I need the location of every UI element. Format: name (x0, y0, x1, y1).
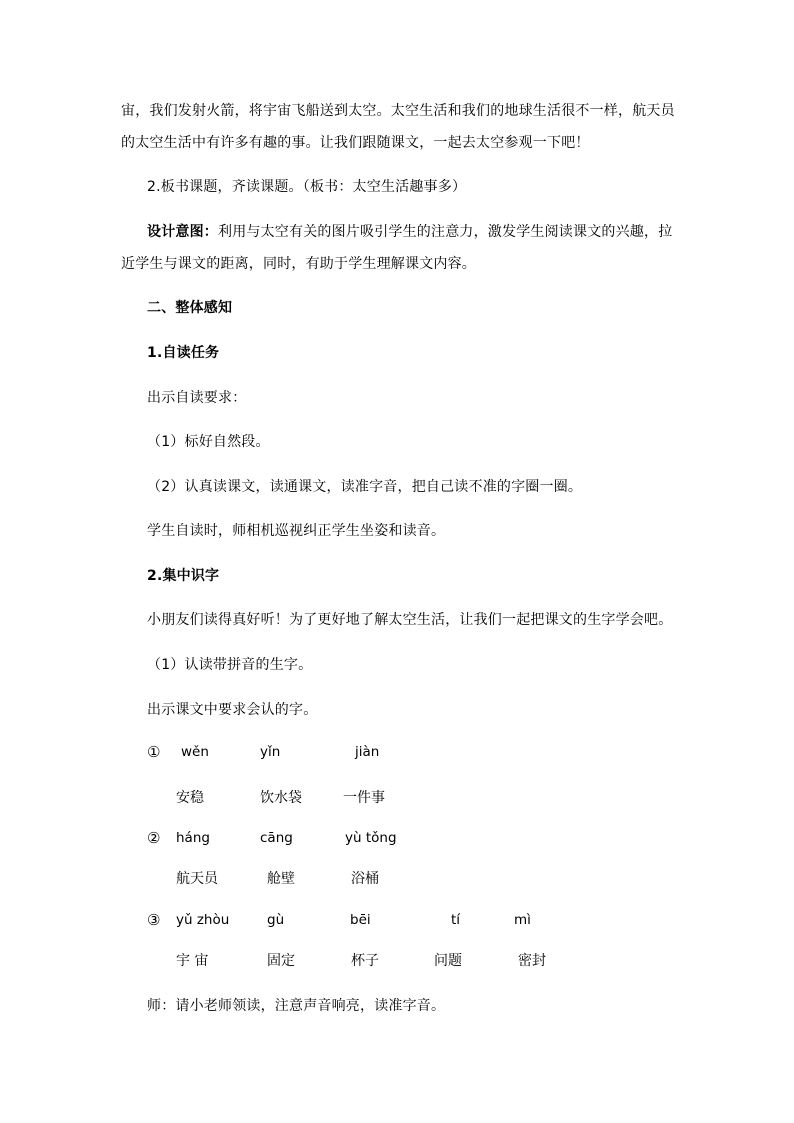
recognize-pinyin-instruction: （1）认读带拼音的生字。 (147, 657, 313, 673)
step-write-title: 2.板书课题，齐读课题。（板书：太空生活趣事多） (147, 179, 467, 195)
pinyin-item: jiàn (355, 744, 380, 760)
pinyin-item: cāng (260, 830, 293, 846)
teacher-instruction: 师：请小老师领读，注意声音响亮，读准字音。 (147, 998, 446, 1014)
group-marker: ① (147, 743, 161, 761)
paragraph-intro-line-1: 宙，我们发射火箭，将宇宙飞船送到太空。太空生活和我们的地球生活很不一样，航天员 (121, 103, 675, 119)
show-self-reading-requirements: 出示自读要求： (147, 390, 247, 406)
pinyin-item: yǐn (260, 744, 281, 760)
vocab-word: 舱壁 (267, 871, 295, 887)
student-reading-note: 学生自读时，师相机巡视纠正学生坐姿和读音。 (147, 523, 446, 539)
vocab-word: 问题 (434, 953, 462, 969)
pinyin-item: gù (267, 912, 285, 928)
pinyin-item: yù tǒng (345, 830, 397, 846)
vocab-word: 杯子 (351, 953, 379, 969)
paragraph-intro-line-2: 的太空生活中有许多有趣的事。让我们跟随课文，一起去太空参观一下吧！ (121, 135, 590, 151)
vocab-word: 饮水袋 (260, 790, 302, 806)
show-words-instruction: 出示课文中要求会认的字。 (147, 702, 318, 718)
vocab-word: 密封 (518, 953, 546, 969)
section-heading-overall-perception: 二、整体感知 (147, 300, 233, 316)
group-marker: ③ (147, 911, 161, 929)
subheading-self-reading-task: 1.自读任务 (147, 345, 220, 361)
subheading-focused-character-learning: 2.集中识字 (147, 568, 220, 584)
pinyin-item: tí (451, 912, 461, 928)
design-intent-line-1 (147, 222, 672, 242)
pinyin-item: yǔ zhòu (176, 912, 230, 928)
design-intent-label: 设计意图： (147, 224, 218, 240)
vocab-word: 航天员 (176, 871, 218, 887)
pinyin-item: háng (176, 830, 210, 846)
design-intent-line-2: 近学生与课文的距离，同时，有助于学生理解课文内容。 (121, 256, 476, 272)
vocab-word: 宇 宙 (176, 953, 209, 969)
design-intent-text: 利用与太空有关的图片吸引学生的注意力，激发学生阅读课文的兴趣，拉 (218, 224, 673, 240)
vocab-word: 安稳 (176, 790, 204, 806)
group-marker: ② (147, 829, 161, 847)
vocab-word: 固定 (267, 953, 295, 969)
vocab-word: 一件事 (343, 790, 385, 806)
praise-paragraph: 小朋友们读得真好听！为了更好地了解太空生活，让我们一起把课文的生字学会吧。 (147, 612, 673, 628)
pinyin-item: bēi (350, 912, 371, 928)
requirement-2: （2）认真读课文，读通课文，读准字音，把自己读不准的字圈一圈。 (147, 479, 583, 495)
requirement-1: （1）标好自然段。 (147, 434, 270, 450)
pinyin-item: wěn (181, 744, 209, 760)
pinyin-item: mì (514, 912, 531, 928)
vocab-word: 浴桶 (351, 871, 379, 887)
